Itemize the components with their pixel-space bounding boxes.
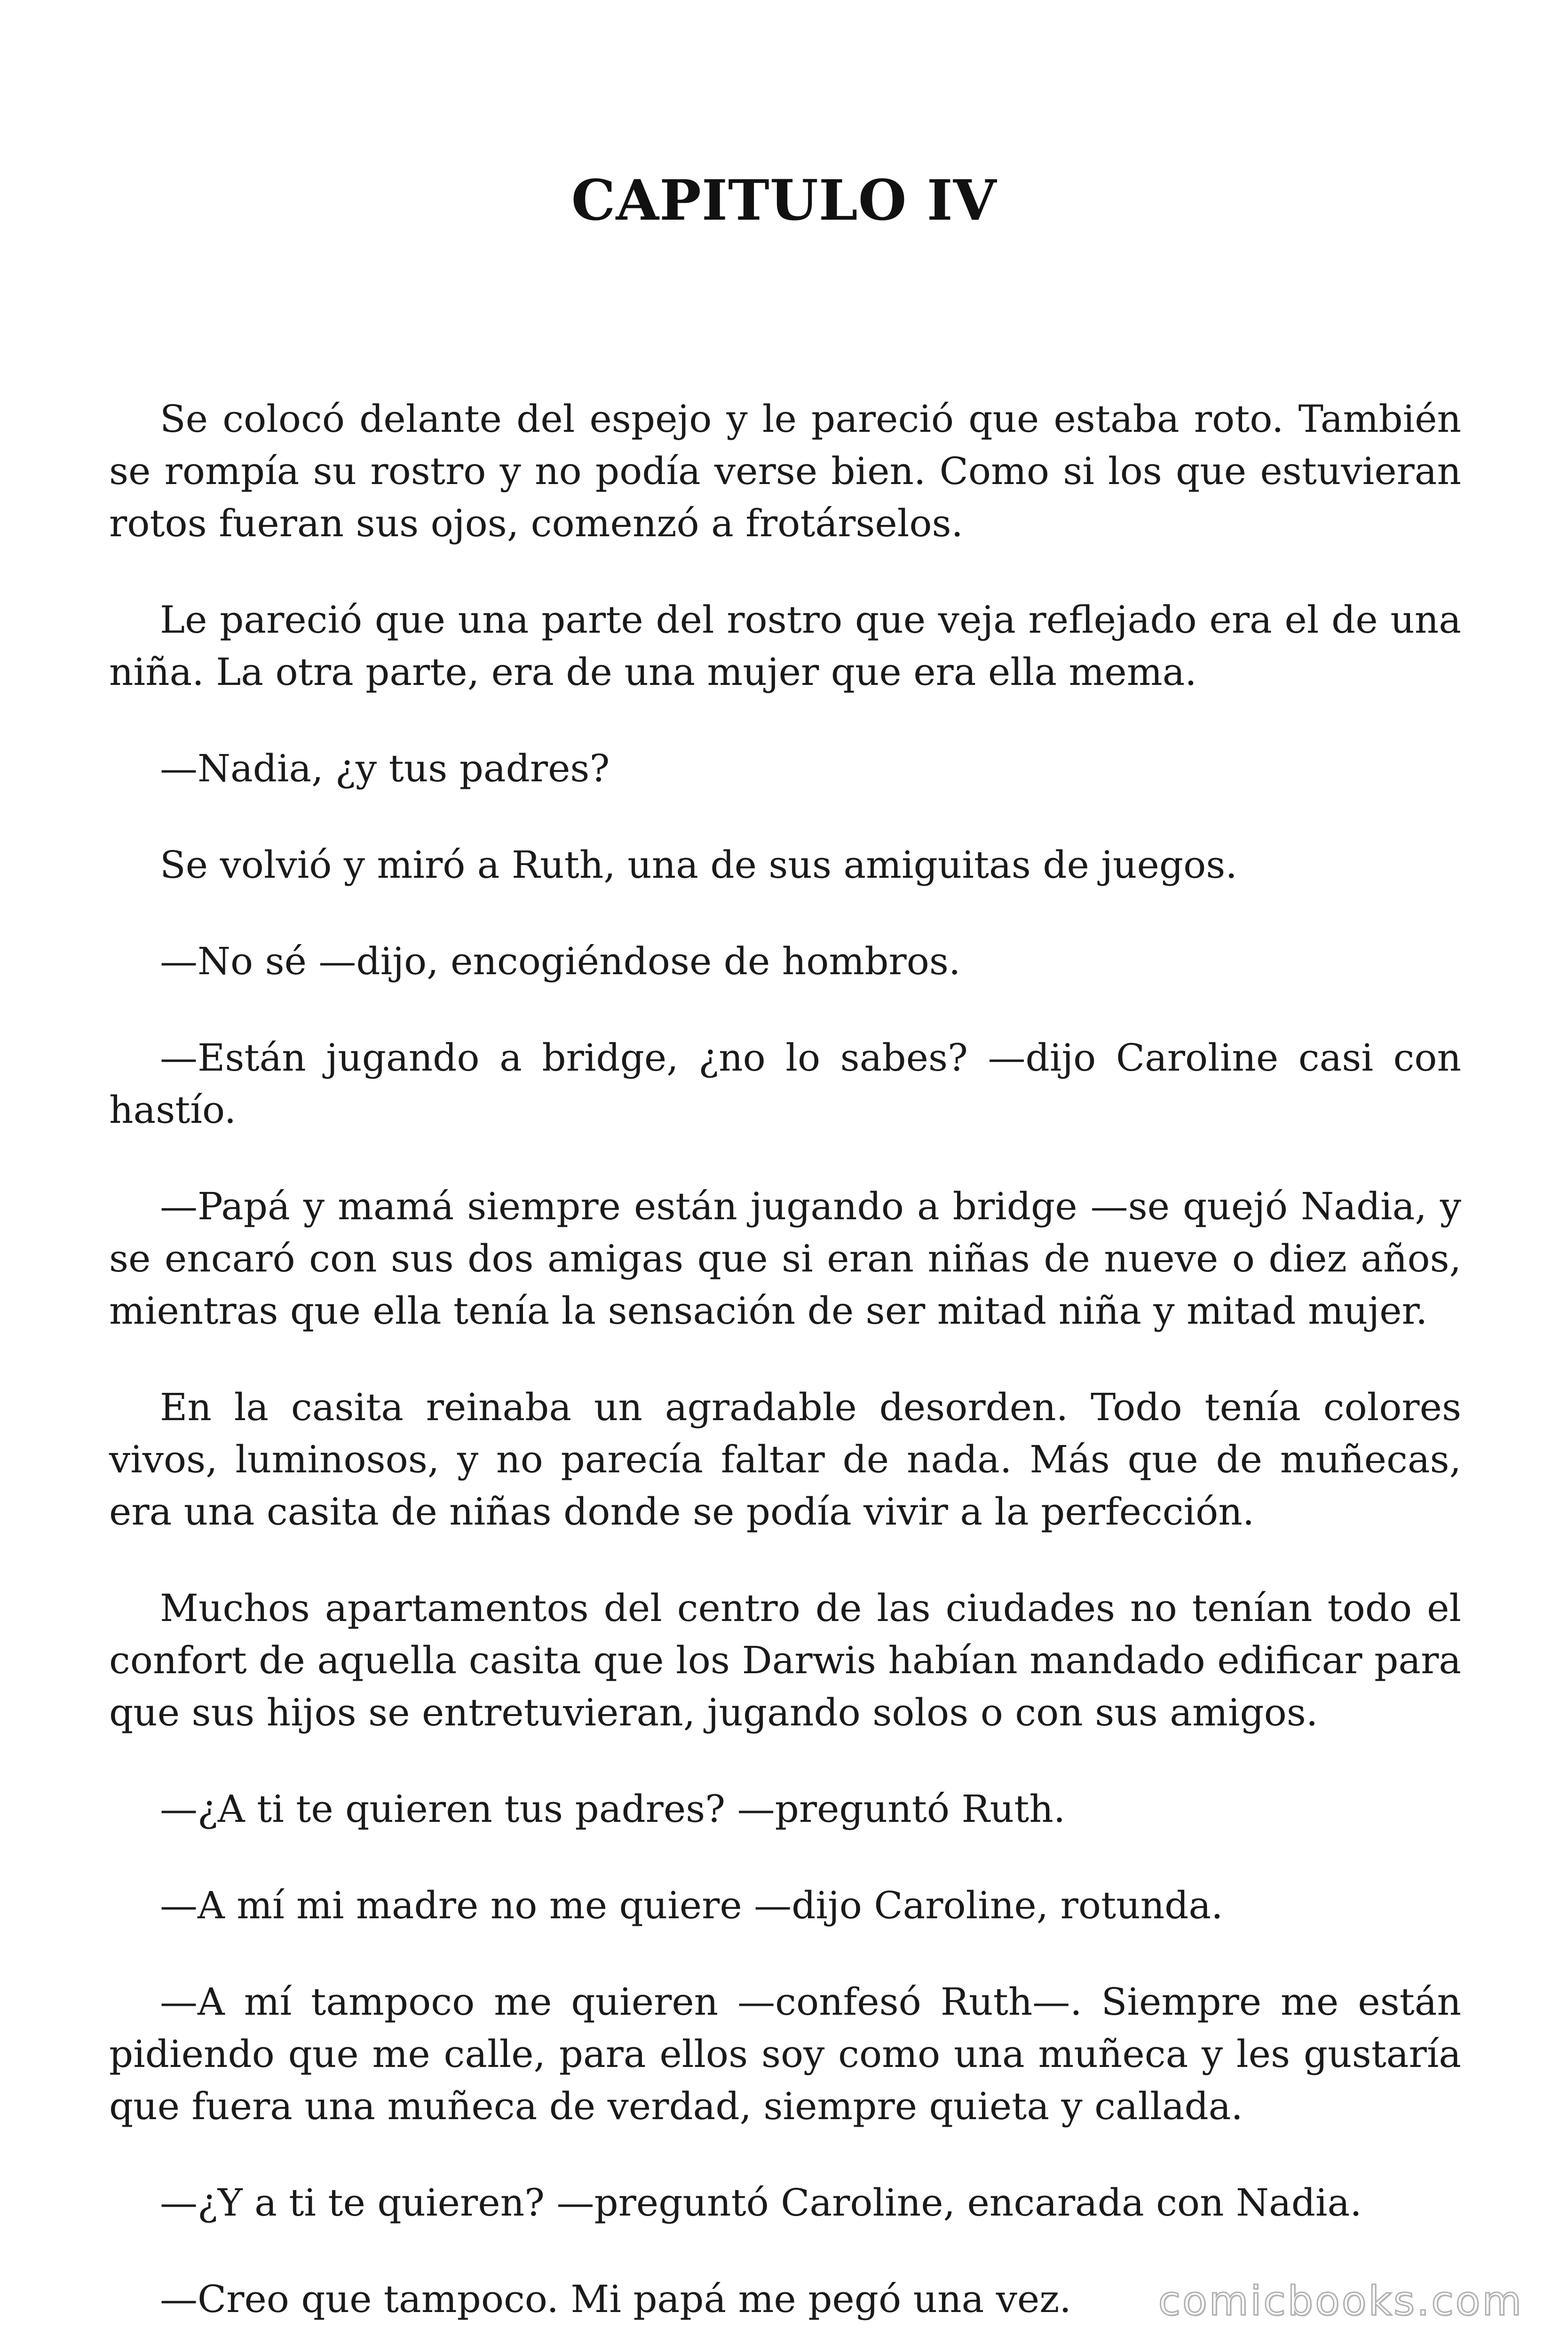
paragraph: Le pareció que una parte del rostro que veja reflejado era el de una niña. La otra parte, era de una mujer que era ella mema.	[109, 598, 1461, 694]
dialogue-line: —Papá y mamá siempre están jugando a bridge —se quejó Nadia, y se encaró con sus dos amigas que si eran niñas de nueve o diez años, mientras que ella tenía la sensación de ser mitad niña y mitad mujer.	[109, 1184, 1461, 1333]
paragraph: En la casita reinaba un agradable desorden. Todo tenía colores vivos, luminosos, y no parecía faltar de nada. Más que de muñecas, era una casita de niñas donde se podía vivir a la perfección.	[109, 1385, 1461, 1534]
site-watermark: comicbooks.com	[1158, 2278, 1523, 2325]
paragraph: Se colocó delante del espejo y le pareció que estaba roto. También se rompía su rostro y no podía verse bien. Como si los que estuvieran rotos fueran sus ojos, comenzó a frotárselos.	[109, 397, 1461, 545]
dialogue-line: —¿A ti te quieren tus padres? —preguntó Ruth.	[160, 1787, 1066, 1831]
chapter-body	[109, 393, 1461, 2352]
dialogue-line: —Nadia, ¿y tus padres?	[160, 747, 610, 790]
dialogue-line: —A mí tampoco me quieren —confesó Ruth—. Siempre me están pidiendo que me calle, para ellos soy como una muñeca y les gustaría que fuera una muñeca de verdad, siempre quieta y callada.	[109, 1980, 1461, 2128]
dialogue-line: —Creo que tampoco. Mi papá me pegó una vez.	[160, 2277, 1071, 2321]
paragraph: Muchos apartamentos del centro de las ciudades no tenían todo el confort de aquella casita que los Darwis habían mandado edificar para que sus hijos se entretuvieran, jugando solos o con sus amigos.	[109, 1586, 1461, 1734]
dialogue-line: —No sé —dijo, encogiéndose de hombros.	[160, 939, 961, 983]
dialogue-line: —Están jugando a bridge, ¿no lo sabes? —dijo Caroline casi con hastío.	[109, 1036, 1461, 1132]
dialogue-line: —¿Y a ti te quieren? —preguntó Caroline, encarada con Nadia.	[160, 2181, 1362, 2225]
chapter-title: CAPITULO IV	[571, 167, 997, 233]
dialogue-line: —A mí mi madre no me quiere —dijo Caroline, rotunda.	[160, 1883, 1223, 1927]
paragraph: Se volvió y miró a Ruth, una de sus amiguitas de juegos.	[160, 843, 1237, 887]
